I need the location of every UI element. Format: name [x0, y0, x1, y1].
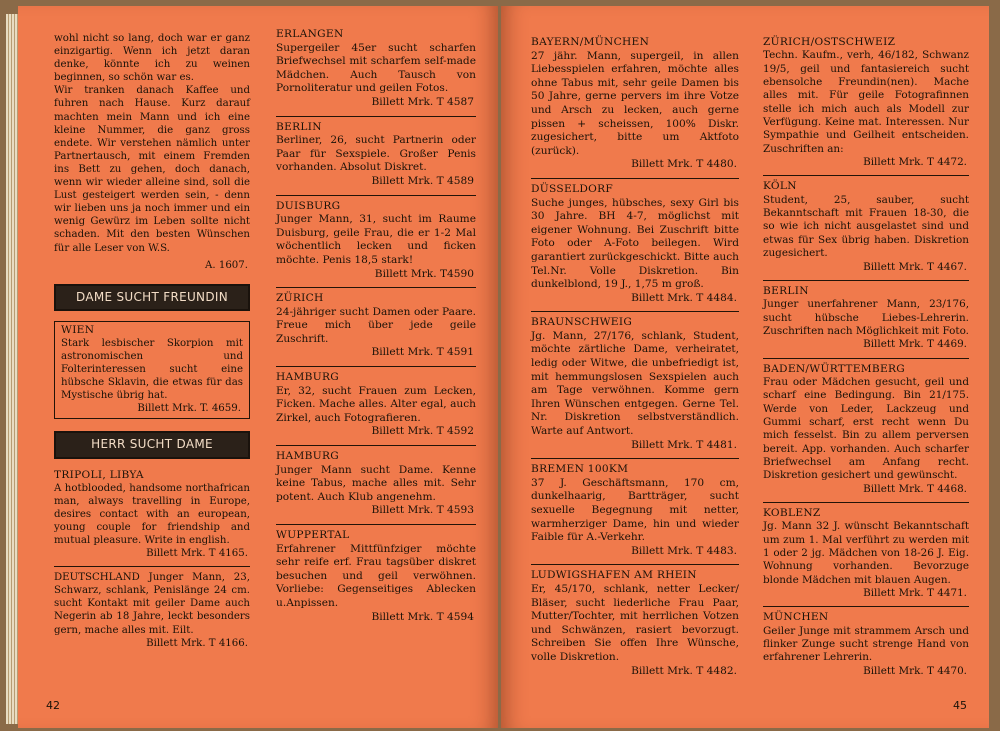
ad-divider	[763, 358, 969, 359]
ad-ref: Billett Mrk. T 4587	[371, 95, 474, 108]
ad-divider	[763, 175, 969, 176]
ad-city: MÜNCHEN	[763, 611, 829, 624]
ad-text: DEUTSCHLAND Junger Mann, 23, Schwarz, schlank, Penislänge 24 cm. sucht Kontakt mit geiler Dame auch Negerin ab 18 Jahre, leckt besonders gern, mache alles mit. Eilt.	[54, 572, 250, 636]
ad-text: Berliner, 26, sucht Partnerin oder Paar für Sexspiele. Großer Penis vorhanden. Absolut Diskret.	[276, 134, 476, 174]
ad-koln	[763, 180, 969, 273]
ad-text: Frau oder Mädchen gesucht, geil und scharf eine Bedingung. Bin 21/175. Werde von Leder, Lackzeug und Gummi scharf, erst recht wenn Du mich fesselst. Bin zu allem perversen bereit. App. vorhanden. Auch scharfer Briefwechsel am Anfang recht. Diskretion gesichert und gewünscht.	[763, 375, 969, 482]
ad-text: Suche junges, hübsches, sexy Girl bis 30 Jahre. BH 4-7, möglichst mit eigener Wohnung. Bei Zuschrift bitte Foto oder A-Foto beilegen. Wird garantiert zurückgeschickt. Bitte auch Tel.Nr. Volle Diskretion. Bin dunkelblond, 19 J., 1,75 m groß.	[531, 196, 739, 291]
ad-city: BADEN/WÜRTTEMBERG	[763, 362, 906, 375]
ad-bayern-munchen	[531, 36, 739, 172]
ad-tripoli	[54, 469, 250, 561]
ad-text: Jg. Mann 32 J. wünscht Bekanntschaft um zum 1. Mal verführt zu werden mit 1 oder 2 jg. Mädchen von 18-26 J. Eig. Wohnung vorhanden. Bevorzuge blonde Mädchen mit blauen Augen.	[763, 520, 969, 586]
ad-baden-wurttemberg	[763, 363, 969, 496]
ad-text: Junger Mann sucht Dame. Kenne keine Tabus, mache alles mit. Sehr potent. Auch Klub angenehm.	[276, 463, 476, 503]
ad-text: Supergeiler 45er sucht scharfen Briefwechsel mit scharfem self-made Mädchen. Auch Tausch von Pornoliteratur und geilen Fotos.	[276, 41, 476, 95]
section-banner-herr-sucht-dame: HERR SUCHT DAME	[54, 431, 250, 458]
ad-braunschweig	[531, 316, 739, 452]
intro-ref: A. 1607.	[205, 259, 248, 271]
ad-city: HAMBURG	[276, 450, 339, 463]
ad-ref: Billett Mrk. T 4469.	[863, 338, 967, 351]
ad-text: Er, 32, sucht Frauen zum Lecken, Ficken. Mache alles. Alter egal, auch Zirkel, auch Fotografieren.	[276, 384, 476, 424]
ad-text: Junger Mann, 31, sucht im Raume Duisburg, geile Frau, die er 1-2 Mal wöchentlich lecken und ficken möchte. Penis 18,5 stark!	[276, 213, 476, 266]
ad-divider	[531, 311, 739, 312]
ad-ref: Billett Mrk. T 4593	[371, 504, 474, 517]
ad-divider	[531, 564, 739, 565]
ad-ref: Billett Mrk. T 4471.	[863, 587, 967, 600]
ad-bremen	[531, 463, 739, 558]
ad-text: Geiler Junge mit strammem Arsch und flinker Zunge sucht strenge Hand von erfahrener Lehrerin.	[763, 624, 969, 664]
ad-wuppertal	[276, 529, 476, 624]
ad-city: BERLIN	[276, 120, 322, 133]
ad-ref: Billett Mrk. T 4483.	[631, 544, 737, 557]
ad-text: Stark lesbischer Skorpion mit astronomischen und Folterinteressen sucht eine hübsche Sklavin, die etwas für das Mystische übrig hat.	[61, 337, 243, 402]
ad-ref: Billett Mrk. T 4470.	[863, 664, 967, 677]
ad-duisburg	[276, 200, 476, 282]
ad-text: Jg. Mann, 27/176, schlank, Student, möchte zärtliche Dame, verheiratet, ledig oder Witwe, die unbefriedigt ist, mit hemmungslosen Sexspielen auch am Tage verwöhnen. Komme gern Ihren Wünschen entgegen. Gerne Tel. Nr. Diskretion selbstverständlich. Warte auf Antwort.	[531, 329, 739, 438]
ad-text: Erfahrener Mittfünfziger möchte sehr reife erf. Frau tagsüber diskret besuchen und geil verwöhnen. Vorliebe: Gegenseitiges Ablecken u.Anpissen.	[276, 542, 476, 609]
ad-text: 37 J. Geschäftsmann, 170 cm, dunkelhaarig, Bartträger, sucht sexuelle Begegnung mit netter, warmherziger Dame, hin und wieder Faible für A.-Verkehr.	[531, 476, 739, 544]
ad-city: DÜSSELDORF	[531, 182, 614, 195]
ad-city: ZÜRICH	[276, 292, 324, 305]
ad-ref: Billett Mrk. T. 4659.	[137, 403, 241, 415]
ad-berlin	[276, 121, 476, 189]
ad-ref: Billett Mrk. T 4481.	[631, 438, 737, 451]
ad-divider	[276, 287, 476, 288]
ad-text: Student, 25, sauber, sucht Bekanntschaft mit Frauen 18-30, die so wie ich nicht ausgelastet sind und etwas für Sex übrig haben. Diskretion zugesichert.	[763, 193, 969, 260]
intro-story-text: wohl nicht so lang, doch war er ganz einzigartig. Wenn ich jetzt daran denke, könnte ich zu weinen beginnen, so schön war es. Wir tranken danach Kaffee und fuhren nach Hause. Kurz darauf machten mein Mann und ich eine kleine Nummer, die ganz gross endete. Wir verstehen nämlich unter Partnertausch, mit einem Fremden ins Bett zu gehen, doch danach, wenn wir wieder alleine sind, soll die Lust gesteigert werden sein, - denn wir lieben uns ja noch immer und ein wenig Gewürz im Leben sollte nicht schaden. Mit den besten Wünschen für alle Leser von W.S.	[54, 33, 250, 254]
left-column-2	[276, 28, 476, 628]
ad-ludwigshafen	[531, 569, 739, 678]
ad-ref: Billett Mrk. T 4480.	[631, 158, 737, 171]
section-banner-dame-sucht-freundin: DAME SUCHT FREUNDIN	[54, 284, 250, 311]
ad-divider	[54, 566, 250, 567]
ad-ref: Billett Mrk. T 4591	[371, 346, 474, 359]
ad-hamburg-1	[276, 371, 476, 439]
ad-ref: Billett Mrk. T 4468.	[863, 482, 967, 495]
ad-divider	[276, 445, 476, 446]
ad-ref: Billett Mrk. T 4594	[371, 610, 474, 623]
ad-ref: Billett Mrk. T4590	[374, 267, 474, 280]
ad-koblenz	[763, 507, 969, 600]
ad-text: 27 jähr. Mann, supergeil, in allen Liebesspielen erfahren, möchte alles ohne Tabus mit, sehr geile Damen bis 50 Jahre, gerne pervers im ihre Votze und Arsch zu lecken, auch gerne pissen + scheissen, 100% Diskr. zugesichert, bitte um Aktfoto (zurück).	[531, 49, 739, 157]
ad-city: HAMBURG	[276, 371, 339, 384]
page-number-left: 42	[46, 699, 60, 712]
right-column-2	[763, 36, 969, 682]
ad-text: A hotblooded, handsome northafrican man, always travelling in Europe, desires contact with an european, young couple for friendship and mutual pleasure. Write in english.	[54, 482, 250, 546]
left-column-1	[54, 32, 250, 654]
ad-zurich	[276, 292, 476, 360]
ad-city: BERLIN	[763, 284, 809, 297]
page-number-right: 45	[953, 699, 967, 712]
ad-divider	[276, 116, 476, 117]
ad-divider	[763, 606, 969, 607]
ad-ref: Billett Mrk. T 4467.	[863, 260, 967, 273]
ad-divider	[763, 280, 969, 281]
ad-hamburg-2	[276, 450, 476, 518]
ad-ref: Billett Mrk. T 4166.	[146, 637, 248, 649]
ad-city: BAYERN/MÜNCHEN	[531, 36, 650, 48]
open-magazine	[6, 6, 996, 728]
ad-ref: Billett Mrk. T 4484.	[631, 291, 737, 304]
ad-city: DUISBURG	[276, 199, 341, 212]
ad-city: ERLANGEN	[276, 28, 344, 40]
ad-ref: Billett Mrk. T 4165.	[146, 548, 248, 560]
ad-divider	[276, 524, 476, 525]
ad-city: ZÜRICH/OSTSCHWEIZ	[763, 36, 896, 48]
ad-divider	[531, 458, 739, 459]
ad-erlangen	[276, 28, 476, 110]
ad-city: KOBLENZ	[763, 507, 821, 519]
ad-ref: Billett Mrk. T 4482.	[631, 664, 737, 677]
ad-city: KÖLN	[763, 180, 797, 193]
left-page	[18, 6, 498, 728]
ad-city: WUPPERTAL	[276, 529, 350, 541]
ad-city: LUDWIGSHAFEN AM RHEIN	[531, 569, 697, 582]
ad-wien	[54, 321, 250, 420]
ad-text: Techn. Kaufm., verh, 46/182, Schwanz 19/5, geil und fantasiereich sucht ebensolche Freundin(nen). Mache alles mit. Für geile Fotografinnen stelle ich mich auch als Modell zur Verfügung. Keine mat. Interessen. Nur Sympathie und Geilheit entscheiden. Zuschriften an:	[763, 49, 969, 155]
ad-ref: Billett Mrk. T 4592	[371, 425, 474, 438]
ad-text: Junger unerfahrener Mann, 23/176, sucht hübsche Liebes-Lehrerin. Zuschriften nach Möglichkeit mit Foto.	[763, 298, 969, 337]
ad-divider	[531, 178, 739, 179]
ad-berlin-2	[763, 285, 969, 352]
ad-divider	[276, 195, 476, 196]
ad-ref: Billett Mrk. T 4472.	[863, 156, 967, 169]
ad-ref: Billett Mrk. T 4589	[371, 174, 474, 187]
ad-text: Er, 45/170, schlank, netter Lecker/ Bläser, sucht liederliche Frau Paar, Mutter/Tochter, mit herrlichen Votzen und Schwänzen, rasiert bevorzugt. Schreiben Sie offen Ihre Wünsche, volle Diskretion.	[531, 582, 739, 663]
ad-deutschland	[54, 571, 250, 650]
ad-zurich-ostschweiz	[763, 36, 969, 169]
ad-city: BREMEN 100KM	[531, 463, 629, 476]
ad-city: TRIPOLI, LIBYA	[54, 468, 144, 481]
ad-divider	[276, 366, 476, 367]
ad-city: BRAUNSCHWEIG	[531, 316, 633, 329]
ad-text: 24-jähriger sucht Damen oder Paare. Freue mich über jede geile Zuschrift.	[276, 305, 476, 345]
ad-city: WIEN	[61, 323, 95, 336]
ad-divider	[763, 502, 969, 503]
ad-dusseldorf	[531, 183, 739, 305]
ad-munchen	[763, 611, 969, 678]
right-page	[501, 6, 989, 728]
right-column-1	[531, 36, 739, 682]
